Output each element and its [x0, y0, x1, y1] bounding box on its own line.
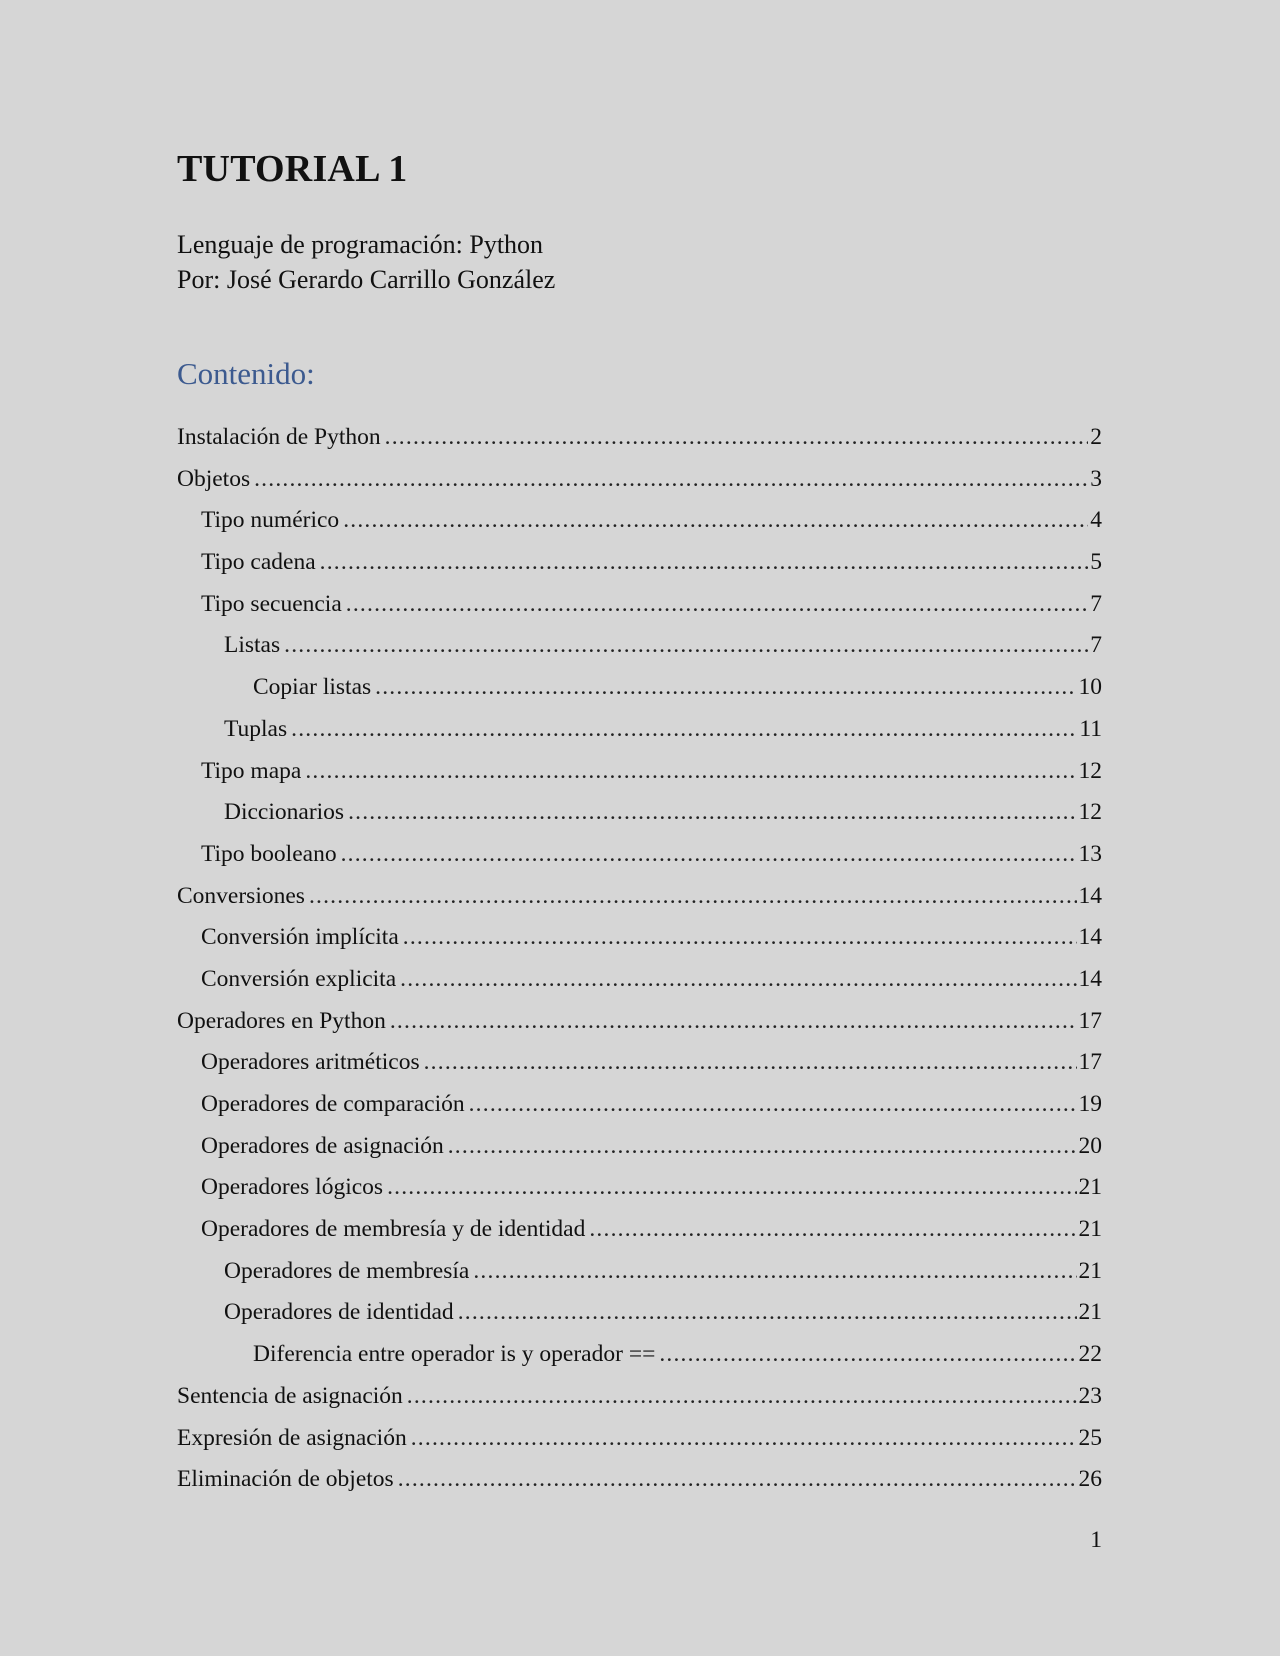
toc-entry[interactable]	[177, 667, 1102, 709]
toc-entry-page: 10	[1078, 674, 1102, 701]
toc-entry-label: Conversión explicita	[201, 965, 397, 992]
toc-entry-page: 4	[1090, 507, 1102, 534]
toc-entry[interactable]	[177, 959, 1102, 1001]
toc-entry[interactable]	[177, 1334, 1102, 1376]
toc-entry[interactable]	[177, 542, 1102, 584]
toc-entry-label: Listas	[224, 632, 281, 659]
toc-dot-leader	[309, 876, 1077, 918]
toc-entry[interactable]	[177, 834, 1102, 876]
toc-entry-label: Expresión de asignación	[177, 1424, 407, 1451]
toc-entry-label: Tipo mapa	[201, 757, 302, 784]
toc-dot-leader	[411, 1418, 1077, 1460]
toc-entry-page: 13	[1078, 840, 1102, 867]
toc-entry-page: 25	[1078, 1424, 1102, 1451]
toc-entry-page: 19	[1078, 1091, 1102, 1117]
toc-dot-leader	[589, 1209, 1076, 1251]
toc-entry[interactable]	[177, 917, 1102, 959]
toc-entry-label: Tipo cadena	[201, 549, 316, 576]
toc-entry-label: Instalación de Python	[177, 424, 381, 450]
toc-dot-leader	[346, 584, 1088, 626]
toc-dot-leader	[469, 1084, 1077, 1126]
toc-entry-label: Operadores en Python	[177, 1007, 386, 1034]
toc-dot-leader	[448, 1126, 1077, 1168]
toc-entry[interactable]	[177, 1042, 1102, 1084]
toc-entry-label: Conversión implícita	[201, 924, 399, 951]
toc-entry[interactable]	[177, 751, 1102, 793]
toc-entry-label: Operadores de membresía	[224, 1257, 470, 1284]
toc-entry-label: Diferencia entre operador is y operador ==	[253, 1341, 656, 1368]
toc-dot-leader	[473, 1251, 1076, 1293]
toc-entry-page: 14	[1078, 882, 1102, 909]
toc-entry[interactable]	[177, 584, 1102, 626]
toc-entry-page: 21	[1078, 1174, 1102, 1201]
toc-entry[interactable]	[177, 792, 1102, 834]
toc-entry[interactable]	[177, 417, 1102, 459]
toc-entry-page: 21	[1078, 1299, 1102, 1326]
toc-dot-leader	[424, 1042, 1077, 1084]
toc-entry-label: Operadores de membresía y de identidad	[201, 1216, 586, 1243]
toc-dot-leader	[343, 500, 1088, 542]
toc-entry-page: 14	[1078, 924, 1102, 951]
toc-entry[interactable]	[177, 1209, 1102, 1251]
toc-entry[interactable]	[177, 1126, 1102, 1168]
toc-dot-leader	[375, 667, 1076, 709]
toc-entry-page: 23	[1078, 1382, 1102, 1409]
toc-entry-label: Operadores de comparación	[201, 1091, 465, 1117]
toc-entry[interactable]	[177, 459, 1102, 501]
toc-entry[interactable]	[177, 1292, 1102, 1334]
toc-entry[interactable]	[177, 1251, 1102, 1293]
toc-dot-leader	[403, 917, 1077, 959]
toc-dot-leader	[320, 542, 1089, 584]
toc-entry-label: Objetos	[177, 465, 251, 492]
toc-entry-page: 7	[1090, 590, 1102, 617]
toc-dot-leader	[398, 1459, 1077, 1501]
toc-entry-page: 17	[1078, 1049, 1102, 1076]
toc-dot-leader	[659, 1334, 1076, 1376]
toc-dot-leader	[284, 625, 1088, 667]
toc-entry-label: Tipo booleano	[201, 840, 337, 867]
toc-entry[interactable]	[177, 1376, 1102, 1418]
toc-entry-label: Copiar listas	[253, 674, 372, 701]
toc-dot-leader	[341, 834, 1077, 876]
toc-dot-leader	[305, 751, 1076, 793]
toc-entry-page: 26	[1078, 1466, 1102, 1493]
toc-entry-label: Operadores aritméticos	[201, 1049, 420, 1076]
toc-entry-label: Tipo numérico	[201, 507, 340, 534]
toc-entry-label: Diccionarios	[224, 799, 345, 826]
toc-entry-page: 21	[1078, 1257, 1102, 1284]
toc-entry-page: 5	[1090, 549, 1102, 576]
toc-entry[interactable]	[177, 876, 1102, 918]
contents-heading: Contenido:	[177, 356, 315, 391]
subtitle-author: Por: José Gerardo Carrillo González	[177, 265, 556, 294]
toc-entry-page: 3	[1090, 465, 1102, 492]
toc-entry-page: 22	[1078, 1341, 1102, 1368]
toc-entry[interactable]	[177, 625, 1102, 667]
toc-entry-label: Tuplas	[224, 715, 288, 742]
document-title: TUTORIAL 1	[177, 148, 408, 190]
toc-entry[interactable]	[177, 1418, 1102, 1460]
toc-dot-leader	[458, 1292, 1077, 1334]
toc-entry-page: 12	[1078, 757, 1102, 784]
toc-entry-label: Operadores de asignación	[201, 1132, 444, 1159]
toc-entry-label: Conversiones	[177, 882, 305, 909]
toc-dot-leader	[348, 792, 1076, 834]
toc-entry-page: 11	[1079, 715, 1102, 742]
toc-entry-label: Eliminación de objetos	[177, 1466, 394, 1493]
toc-entry-page: 12	[1078, 799, 1102, 826]
page-number: 1	[1090, 1527, 1102, 1553]
toc-entry-page: 14	[1078, 965, 1102, 992]
toc-dot-leader	[254, 459, 1088, 501]
toc-entry-label: Operadores lógicos	[201, 1174, 384, 1201]
toc-entry-label: Tipo secuencia	[201, 590, 342, 617]
toc-dot-leader	[385, 417, 1089, 459]
table-of-contents	[177, 417, 1102, 1501]
toc-entry[interactable]	[177, 709, 1102, 751]
toc-entry[interactable]	[177, 1084, 1102, 1126]
toc-entry-page: 7	[1090, 632, 1102, 659]
toc-dot-leader	[407, 1376, 1077, 1418]
toc-entry[interactable]	[177, 500, 1102, 542]
subtitle-language: Lenguaje de programación: Python	[177, 230, 544, 259]
toc-dot-leader	[387, 1167, 1076, 1209]
toc-entry-page: 20	[1078, 1132, 1102, 1159]
toc-entry[interactable]	[177, 1459, 1102, 1501]
toc-dot-leader	[400, 959, 1076, 1001]
toc-dot-leader	[390, 1001, 1077, 1043]
toc-entry[interactable]	[177, 1167, 1102, 1209]
toc-entry-page: 21	[1078, 1216, 1102, 1243]
toc-dot-leader	[291, 709, 1077, 751]
toc-entry-label: Sentencia de asignación	[177, 1382, 403, 1409]
toc-entry-page: 2	[1090, 424, 1102, 450]
toc-entry-label: Operadores de identidad	[224, 1299, 454, 1326]
toc-entry-page: 17	[1078, 1007, 1102, 1034]
toc-entry[interactable]	[177, 1001, 1102, 1043]
